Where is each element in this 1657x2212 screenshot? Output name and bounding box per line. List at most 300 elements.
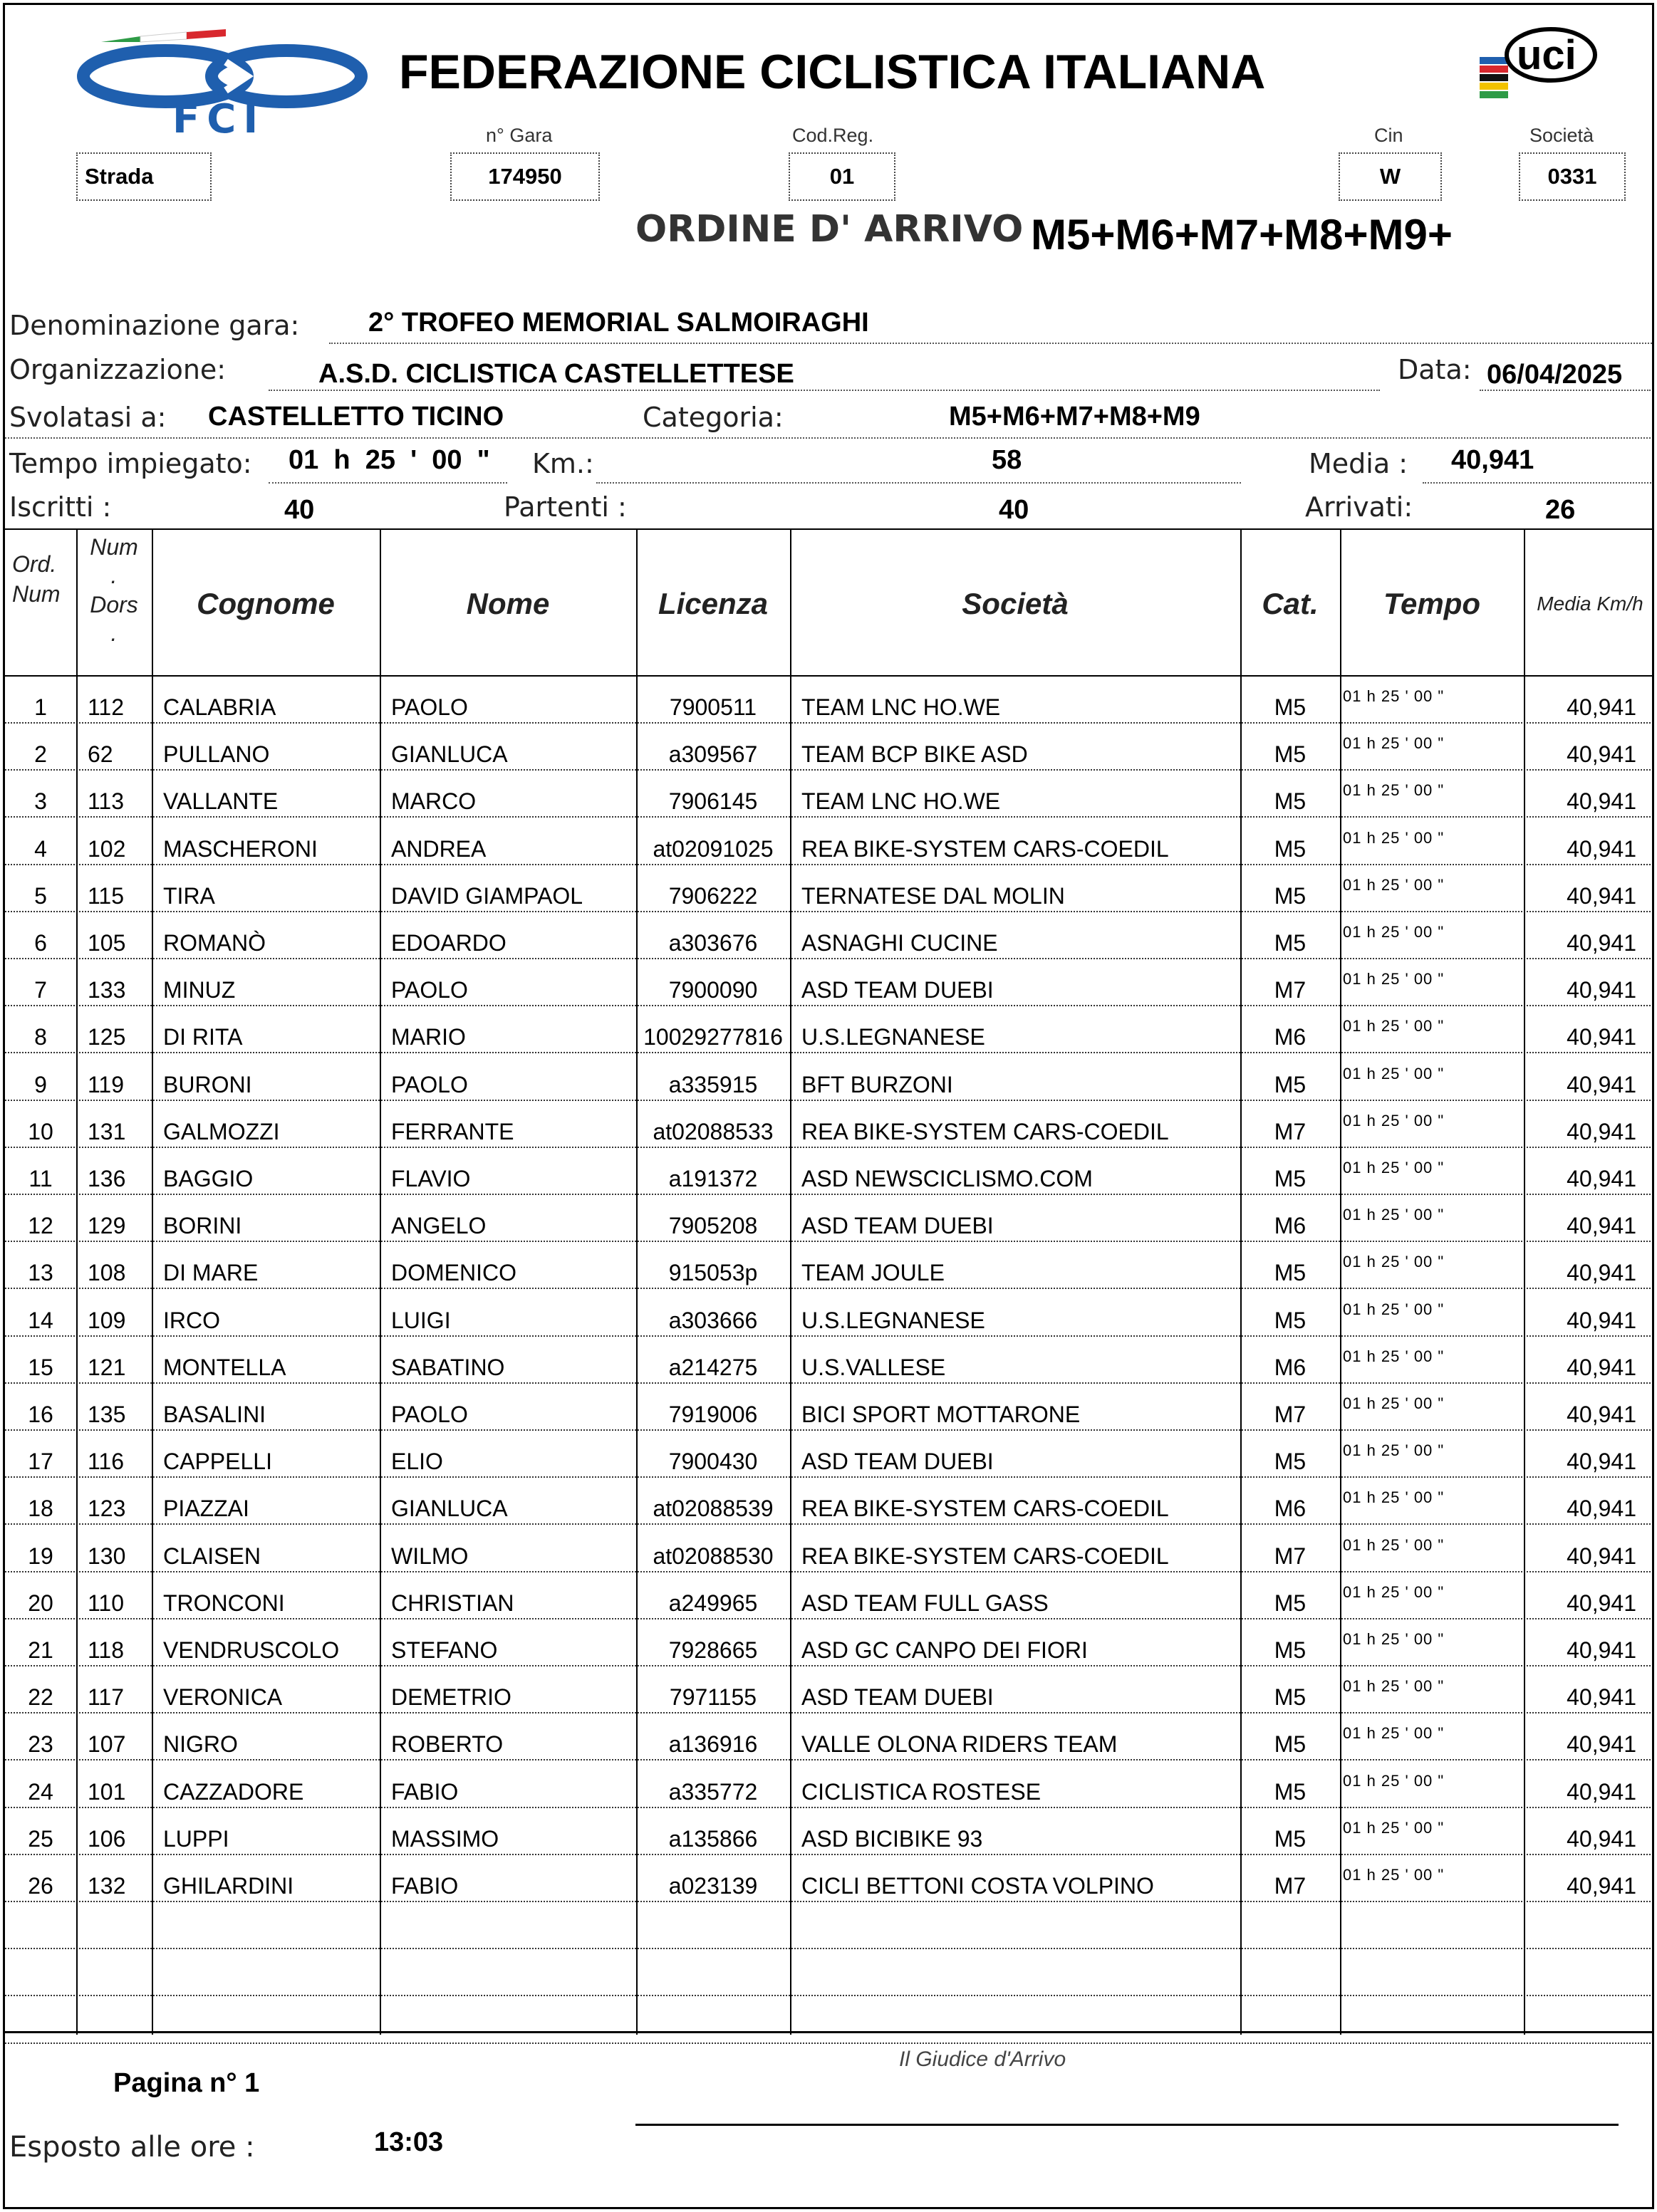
cell-media: 40,941 xyxy=(1567,694,1636,720)
cell-ord: 11 xyxy=(28,1166,53,1191)
cell-tempo: 01 h 25 ' 00 " xyxy=(1343,1394,1445,1412)
cell-cognome: MONTELLA xyxy=(163,1354,286,1380)
cell-nome: GIANLUCA xyxy=(391,741,508,768)
cell-ord: 26 xyxy=(28,1873,53,1899)
cell-num: 102 xyxy=(88,835,126,862)
header-ord-line1: Ord. xyxy=(12,551,57,577)
cell-societa: ASD TEAM DUEBI xyxy=(801,1684,994,1711)
table-row xyxy=(5,1525,1654,1572)
cell-licenza: a335915 xyxy=(668,1071,758,1097)
table-row xyxy=(5,912,1654,959)
cell-nome: PAOLO xyxy=(391,1402,468,1427)
cell-licenza: at02088530 xyxy=(653,1543,774,1569)
cell-societa: ASD TEAM FULL GASS xyxy=(801,1590,1049,1616)
cell-media: 40,941 xyxy=(1567,1354,1636,1380)
cell-cat: M7 xyxy=(1274,1543,1307,1569)
table-row xyxy=(5,1572,1654,1619)
cell-nome: FERRANTE xyxy=(391,1118,514,1144)
cell-tempo: 01 h 25 ' 00 " xyxy=(1343,734,1445,753)
cell-media: 40,941 xyxy=(1567,1118,1636,1144)
cell-societa: ASNAGHI CUCINE xyxy=(801,930,998,956)
categoria-label: Categoria: xyxy=(643,402,784,433)
cell-cognome: PIAZZAI xyxy=(163,1496,249,1522)
cell-cat: M5 xyxy=(1274,1825,1307,1852)
cell-cat: M5 xyxy=(1274,1684,1307,1711)
header-num-line3: Dors xyxy=(90,591,138,617)
cell-societa: U.S.VALLESE xyxy=(801,1354,946,1380)
cell-tempo: 01 h 25 ' 00 " xyxy=(1343,1818,1445,1837)
cell-media: 40,941 xyxy=(1567,1213,1636,1239)
cell-societa: ASD NEWSCICLISMO.COM xyxy=(801,1166,1093,1191)
table-row xyxy=(5,1384,1654,1431)
header-num-line1: Num xyxy=(90,534,138,560)
cell-tempo: 01 h 25 ' 00 " xyxy=(1343,1064,1445,1082)
cell-licenza: 7906222 xyxy=(668,882,758,909)
cell-societa: BICI SPORT MOTTARONE xyxy=(801,1402,1081,1427)
cell-societa: TEAM LNC HO.WE xyxy=(801,788,1001,815)
header-num-line4: . xyxy=(110,620,118,646)
table-row xyxy=(5,1808,1654,1855)
cell-licenza: 7900430 xyxy=(668,1449,758,1475)
societa-label: Società xyxy=(1529,125,1594,146)
cell-media: 40,941 xyxy=(1567,1543,1636,1569)
fci-logo xyxy=(73,26,372,140)
cell-tempo: 01 h 25 ' 00 " xyxy=(1343,1206,1445,1224)
cell-ord: 12 xyxy=(28,1213,53,1239)
cell-tempo: 01 h 25 ' 00 " xyxy=(1343,1017,1445,1035)
cell-societa: REA BIKE-SYSTEM CARS-COEDIL xyxy=(801,1496,1169,1522)
table-row xyxy=(5,1619,1654,1666)
table-row xyxy=(5,1101,1654,1148)
cell-num: 105 xyxy=(88,930,126,956)
cell-num: 115 xyxy=(88,882,125,909)
cell-licenza: 915053p xyxy=(668,1260,758,1286)
cell-nome: MARCO xyxy=(391,788,477,815)
cell-num: 106 xyxy=(88,1825,126,1852)
cell-num: 121 xyxy=(88,1354,126,1380)
cell-tempo: 01 h 25 ' 00 " xyxy=(1343,828,1445,847)
cell-cognome: BASALINI xyxy=(163,1402,266,1427)
cell-nome: ELIO xyxy=(391,1449,443,1475)
cell-cat: M5 xyxy=(1274,1637,1307,1663)
data-value: 06/04/2025 xyxy=(1487,360,1623,390)
data-label: Data: xyxy=(1398,354,1472,385)
cell-societa: TEAM LNC HO.WE xyxy=(801,694,1001,720)
cell-num: 130 xyxy=(88,1543,126,1569)
cell-num: 123 xyxy=(88,1496,126,1522)
cell-ord: 22 xyxy=(28,1684,53,1711)
col-divider xyxy=(380,528,381,2035)
header-tempo: Tempo xyxy=(1383,587,1481,620)
cell-societa: ASD GC CANPO DEI FIORI xyxy=(801,1637,1088,1663)
cell-societa: CICLISTICA ROSTESE xyxy=(801,1778,1042,1805)
cell-ord: 4 xyxy=(34,835,47,862)
svolatasi-label: Svolatasi a: xyxy=(9,402,167,433)
cell-cat: M5 xyxy=(1274,1731,1307,1758)
cell-cat: M5 xyxy=(1274,1260,1307,1286)
cell-societa: TERNATESE DAL MOLIN xyxy=(801,882,1065,909)
table-row xyxy=(5,1761,1654,1808)
cell-cat: M5 xyxy=(1274,882,1307,909)
col-divider xyxy=(790,528,791,2035)
cin-box: W xyxy=(1339,152,1442,201)
col-divider xyxy=(636,528,638,2035)
cell-licenza: at02088539 xyxy=(653,1496,774,1522)
cell-num: 110 xyxy=(88,1590,125,1616)
cell-cat: M6 xyxy=(1274,1024,1307,1050)
cell-nome: PAOLO xyxy=(391,1071,468,1097)
cell-cognome: CAPPELLI xyxy=(163,1449,272,1475)
cell-nome: STEFANO xyxy=(391,1637,498,1663)
header-num-line2: . xyxy=(110,563,118,589)
table-header xyxy=(5,528,1654,677)
cell-tempo: 01 h 25 ' 00 " xyxy=(1343,1582,1445,1601)
cell-tempo: 01 h 25 ' 00 " xyxy=(1343,1771,1445,1790)
tempo-label: Tempo impiegato: xyxy=(9,448,252,479)
cell-ord: 18 xyxy=(28,1496,53,1522)
cell-cat: M7 xyxy=(1274,1873,1307,1899)
cell-societa: TEAM BCP BIKE ASD xyxy=(801,741,1028,768)
col-divider xyxy=(1340,528,1341,2035)
cell-societa: ASD BICIBIKE 93 xyxy=(801,1825,983,1852)
results-document xyxy=(3,3,1654,2209)
cin-label: Cin xyxy=(1374,125,1403,146)
header-cognome: Cognome xyxy=(197,587,335,620)
cell-cat: M5 xyxy=(1274,788,1307,815)
doc-title: ORDINE D' ARRIVO xyxy=(635,208,1024,251)
partenti-value: 40 xyxy=(999,495,1029,525)
footer-divider xyxy=(5,2031,1654,2033)
cell-media: 40,941 xyxy=(1567,788,1636,815)
cell-societa: ASD TEAM DUEBI xyxy=(801,977,994,1003)
cell-cognome: MASCHERONI xyxy=(163,835,318,862)
cell-licenza: 7906145 xyxy=(668,788,758,815)
cell-licenza: at02088533 xyxy=(653,1118,774,1144)
cell-tempo: 01 h 25 ' 00 " xyxy=(1343,1630,1445,1648)
societa-box: 0331 xyxy=(1519,152,1626,201)
cell-societa: REA BIKE-SYSTEM CARS-COEDIL xyxy=(801,1118,1169,1144)
disciplina-box: Strada xyxy=(76,152,212,201)
table-row xyxy=(5,1242,1654,1289)
table-row xyxy=(5,1855,1654,1902)
header-num xyxy=(76,530,152,678)
cell-cognome: VERONICA xyxy=(163,1684,283,1711)
col-divider xyxy=(1524,528,1525,2035)
header-media: Media Km/h xyxy=(1537,593,1643,615)
cell-tempo: 01 h 25 ' 00 " xyxy=(1343,687,1445,705)
cell-ord: 1 xyxy=(34,694,47,720)
cell-tempo: 01 h 25 ' 00 " xyxy=(1343,1159,1445,1177)
cell-media: 40,941 xyxy=(1567,1307,1636,1333)
header-ord xyxy=(5,530,76,678)
arrivati-value: 26 xyxy=(1545,495,1576,525)
table-row xyxy=(5,1337,1654,1384)
cell-num: 117 xyxy=(88,1684,125,1711)
km-line xyxy=(596,482,1241,484)
cell-licenza: a303676 xyxy=(668,930,758,956)
cell-licenza: 7905208 xyxy=(668,1213,758,1239)
cell-ord: 2 xyxy=(34,741,47,768)
cell-licenza: a023139 xyxy=(668,1873,758,1899)
organizzazione-label: Organizzazione: xyxy=(9,354,227,385)
cell-cognome: VENDRUSCOLO xyxy=(163,1637,340,1663)
cell-tempo: 01 h 25 ' 00 " xyxy=(1343,1866,1445,1884)
cell-nome: ANGELO xyxy=(391,1213,487,1239)
cell-media: 40,941 xyxy=(1567,882,1636,909)
gara-label: n° Gara xyxy=(486,125,553,146)
cell-media: 40,941 xyxy=(1567,1496,1636,1522)
cell-media: 40,941 xyxy=(1567,1778,1636,1805)
organizzazione-line xyxy=(269,390,1380,391)
table-row xyxy=(5,771,1654,818)
cell-media: 40,941 xyxy=(1567,977,1636,1003)
table-row xyxy=(5,1431,1654,1478)
table-row xyxy=(5,818,1654,865)
organizzazione-value: A.S.D. CICLISTICA CASTELLETTESE xyxy=(318,359,794,389)
cell-cognome: PULLANO xyxy=(163,741,270,768)
cell-media: 40,941 xyxy=(1567,1402,1636,1427)
cell-num: 135 xyxy=(88,1402,126,1427)
header-nome: Nome xyxy=(466,587,550,620)
cell-num: 108 xyxy=(88,1260,126,1286)
cell-nome: CHRISTIAN xyxy=(391,1590,514,1616)
cell-cat: M5 xyxy=(1274,835,1307,862)
cell-societa: VALLE OLONA RIDERS TEAM xyxy=(801,1731,1118,1758)
tempo-value: 01 h 25 ' 00 " xyxy=(289,445,490,475)
cell-ord: 25 xyxy=(28,1825,53,1852)
giudice-signature-line xyxy=(635,2124,1619,2126)
categoria-value: M5+M6+M7+M8+M9 xyxy=(949,402,1200,432)
iscritti-label: Iscritti : xyxy=(9,491,112,523)
cell-tempo: 01 h 25 ' 00 " xyxy=(1343,1488,1445,1507)
cell-nome: PAOLO xyxy=(391,977,468,1003)
cell-cat: M5 xyxy=(1274,1778,1307,1805)
col-divider xyxy=(1240,528,1242,2035)
cell-nome: DEMETRIO xyxy=(391,1684,511,1711)
cell-cognome: BORINI xyxy=(163,1213,242,1239)
esposto-label: Esposto alle ore : xyxy=(9,2131,255,2164)
table-row xyxy=(5,677,1654,724)
cell-ord: 23 xyxy=(28,1731,53,1758)
cell-tempo: 01 h 25 ' 00 " xyxy=(1343,1677,1445,1696)
cell-licenza: 7900090 xyxy=(668,977,758,1003)
cell-cat: M5 xyxy=(1274,741,1307,768)
cell-ord: 14 xyxy=(28,1307,53,1333)
cell-cognome: LUPPI xyxy=(163,1825,229,1852)
cell-media: 40,941 xyxy=(1567,1024,1636,1050)
empty-row xyxy=(5,1949,1654,1996)
cell-licenza: a135866 xyxy=(668,1825,758,1852)
cell-ord: 17 xyxy=(28,1449,53,1475)
cell-num: 109 xyxy=(88,1307,126,1333)
table-row xyxy=(5,1195,1654,1242)
cell-ord: 8 xyxy=(34,1024,47,1050)
cell-licenza: 10029277816 xyxy=(643,1024,783,1050)
media-value: 40,941 xyxy=(1451,445,1534,475)
cell-cognome: GALMOZZI xyxy=(163,1118,280,1144)
cell-media: 40,941 xyxy=(1567,741,1636,768)
cell-media: 40,941 xyxy=(1567,1449,1636,1475)
cell-societa: CICLI BETTONI COSTA VOLPINO xyxy=(801,1873,1154,1899)
denominazione-label: Denominazione gara: xyxy=(9,310,300,341)
cell-nome: SABATINO xyxy=(391,1354,505,1380)
cell-num: 119 xyxy=(88,1071,125,1097)
cell-cognome: NIGRO xyxy=(163,1731,238,1758)
cell-ord: 6 xyxy=(34,930,47,956)
cell-ord: 3 xyxy=(34,788,47,815)
cell-cat: M7 xyxy=(1274,1118,1307,1144)
cell-licenza: at02091025 xyxy=(653,835,774,862)
cell-cognome: BURONI xyxy=(163,1071,252,1097)
media-label: Media : xyxy=(1309,448,1408,479)
table-row xyxy=(5,959,1654,1006)
table-row xyxy=(5,1148,1654,1195)
cell-media: 40,941 xyxy=(1567,1071,1636,1097)
uci-logo xyxy=(1472,23,1601,101)
cell-ord: 5 xyxy=(34,882,47,909)
cell-media: 40,941 xyxy=(1567,1260,1636,1286)
table-row xyxy=(5,1713,1654,1760)
cell-cat: M5 xyxy=(1274,930,1307,956)
cell-licenza: 7919006 xyxy=(668,1402,758,1427)
cell-nome: FABIO xyxy=(391,1873,459,1899)
cell-num: 133 xyxy=(88,977,126,1003)
cell-cat: M6 xyxy=(1274,1213,1307,1239)
gara-box: 174950 xyxy=(450,152,600,201)
cell-num: 136 xyxy=(88,1166,126,1191)
cell-cognome: TIRA xyxy=(163,882,215,909)
cell-nome: ROBERTO xyxy=(391,1731,504,1758)
cell-cognome: ROMANÒ xyxy=(163,930,266,956)
cell-societa: ASD TEAM DUEBI xyxy=(801,1213,994,1239)
cell-cognome: IRCO xyxy=(163,1307,220,1333)
cell-cat: M5 xyxy=(1274,1449,1307,1475)
arrivati-label: Arrivati: xyxy=(1305,491,1413,523)
cell-nome: EDOARDO xyxy=(391,930,507,956)
cell-nome: GIANLUCA xyxy=(391,1496,508,1522)
cell-cat: M5 xyxy=(1274,1590,1307,1616)
cell-societa: BFT BURZONI xyxy=(801,1071,953,1097)
km-value: 58 xyxy=(992,445,1022,475)
cell-ord: 7 xyxy=(34,977,47,1003)
partenti-label: Partenti : xyxy=(504,491,627,523)
cell-ord: 13 xyxy=(28,1260,53,1286)
cell-cognome: VALLANTE xyxy=(163,788,279,815)
cell-licenza: a249965 xyxy=(668,1590,758,1616)
cell-cognome: GHILARDINI xyxy=(163,1873,294,1899)
empty-row xyxy=(5,1997,1654,2044)
uci-logo-text: uci xyxy=(1517,32,1577,78)
table-row xyxy=(5,724,1654,771)
denominazione-line xyxy=(329,343,1654,344)
denominazione-value: 2° TROFEO MEMORIAL SALMOIRAGHI xyxy=(368,308,869,338)
cell-ord: 16 xyxy=(28,1402,53,1427)
cell-num: 118 xyxy=(88,1637,125,1663)
tempo-line xyxy=(269,482,507,484)
cell-tempo: 01 h 25 ' 00 " xyxy=(1343,1347,1445,1365)
cell-cat: M6 xyxy=(1274,1496,1307,1522)
cell-societa: TEAM JOULE xyxy=(801,1260,945,1286)
cell-licenza: 7971155 xyxy=(669,1684,757,1711)
cell-ord: 9 xyxy=(34,1071,47,1097)
col-divider xyxy=(76,528,78,2035)
cell-societa: U.S.LEGNANESE xyxy=(801,1024,985,1050)
codreg-label: Cod.Reg. xyxy=(792,125,874,146)
cell-media: 40,941 xyxy=(1567,1825,1636,1852)
cell-licenza: a136916 xyxy=(668,1731,758,1758)
esposto-value: 13:03 xyxy=(374,2127,444,2157)
km-label: Km.: xyxy=(532,448,594,479)
cell-nome: FABIO xyxy=(391,1778,459,1805)
cell-ord: 21 xyxy=(28,1637,53,1663)
cell-num: 125 xyxy=(88,1024,126,1050)
table-row xyxy=(5,1478,1654,1525)
data-line xyxy=(1480,390,1651,391)
cell-nome: ANDREA xyxy=(391,835,487,862)
header-licenza: Licenza xyxy=(658,587,769,620)
media-line xyxy=(1423,482,1654,484)
cell-nome: MASSIMO xyxy=(391,1825,499,1852)
cell-ord: 15 xyxy=(28,1354,53,1380)
cell-licenza: a214275 xyxy=(668,1354,758,1380)
cell-licenza: a303666 xyxy=(668,1307,758,1333)
cell-ord: 20 xyxy=(28,1590,53,1616)
cell-cognome: DI MARE xyxy=(163,1260,259,1286)
results-table xyxy=(5,528,1654,2035)
iscritti-value: 40 xyxy=(284,495,315,525)
cell-media: 40,941 xyxy=(1567,1684,1636,1711)
cell-tempo: 01 h 25 ' 00 " xyxy=(1343,970,1445,988)
cell-ord: 19 xyxy=(28,1543,53,1569)
cell-cat: M5 xyxy=(1274,694,1307,720)
cell-tempo: 01 h 25 ' 00 " xyxy=(1343,1111,1445,1130)
cell-licenza: a335772 xyxy=(668,1778,758,1805)
giudice-label: Il Giudice d'Arrivo xyxy=(899,2047,1066,2071)
cell-nome: PAOLO xyxy=(391,694,468,720)
cell-licenza: a309567 xyxy=(668,741,758,768)
cell-cat: M5 xyxy=(1274,1166,1307,1191)
cell-societa: REA BIKE-SYSTEM CARS-COEDIL xyxy=(801,1543,1169,1569)
cell-licenza: a191372 xyxy=(668,1166,758,1191)
svolatasi-value: CASTELLETTO TICINO xyxy=(208,402,504,432)
codreg-box: 01 xyxy=(789,152,895,201)
table-row xyxy=(5,1006,1654,1053)
cell-nome: FLAVIO xyxy=(391,1166,471,1191)
cell-licenza: 7928665 xyxy=(668,1637,758,1663)
header-ord-line2: Num xyxy=(12,580,61,607)
cell-cognome: TRONCONI xyxy=(163,1590,285,1616)
table-row xyxy=(5,1290,1654,1337)
cell-tempo: 01 h 25 ' 00 " xyxy=(1343,1300,1445,1318)
cell-cognome: CALABRIA xyxy=(163,694,276,720)
cell-num: 132 xyxy=(88,1873,126,1899)
cell-cognome: CLAISEN xyxy=(163,1543,261,1569)
empty-row xyxy=(5,1902,1654,1949)
org-title: FEDERAZIONE CICLISTICA ITALIANA xyxy=(399,45,1266,99)
cell-tempo: 01 h 25 ' 00 " xyxy=(1343,1441,1445,1460)
cell-media: 40,941 xyxy=(1567,835,1636,862)
cell-tempo: 01 h 25 ' 00 " xyxy=(1343,923,1445,941)
cell-ord: 24 xyxy=(28,1778,53,1805)
cell-tempo: 01 h 25 ' 00 " xyxy=(1343,1253,1445,1271)
cell-tempo: 01 h 25 ' 00 " xyxy=(1343,781,1445,800)
cell-media: 40,941 xyxy=(1567,930,1636,956)
table-row xyxy=(5,1666,1654,1713)
cell-societa: ASD TEAM DUEBI xyxy=(801,1449,994,1475)
cell-cat: M7 xyxy=(1274,977,1307,1003)
cell-num: 62 xyxy=(88,741,113,768)
cell-nome: MARIO xyxy=(391,1024,466,1050)
